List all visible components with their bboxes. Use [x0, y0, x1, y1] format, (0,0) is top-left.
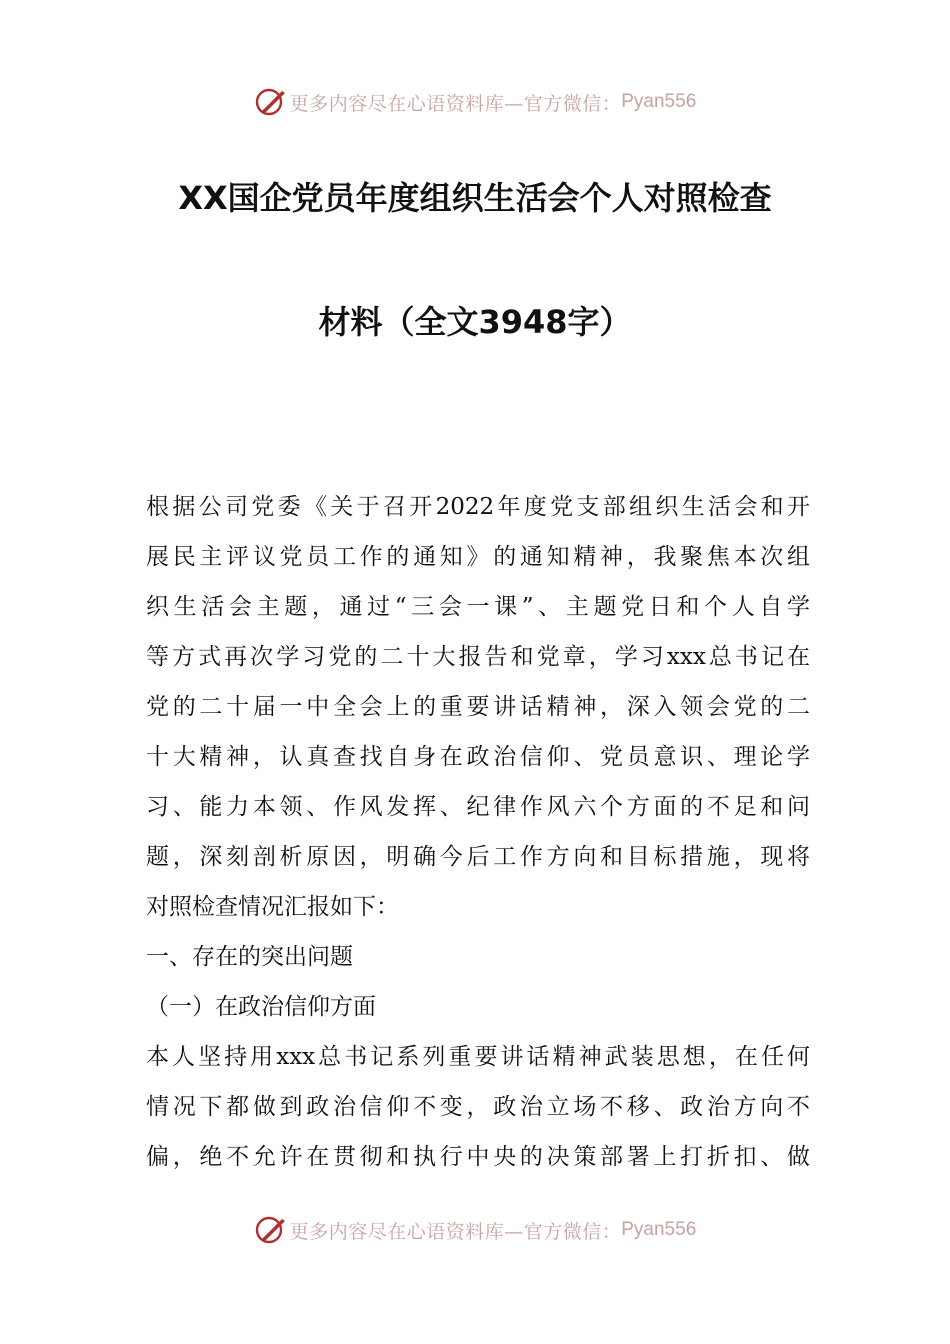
body-line: 根据公司党委《关于召开2022年度党支部组织生活会和开: [146, 494, 810, 520]
document-title-line-2: 材料（全文3948字）: [318, 303, 632, 341]
body-line: 题，深刻剖析原因，明确今后工作方向和目标措施，现将: [146, 844, 810, 870]
watermark-text: 更多内容尽在心语资料库—官方微信：: [289, 92, 622, 115]
watermark-text: 更多内容尽在心语资料库—官方微信：: [289, 1220, 622, 1243]
subsection-heading: （一）在政治信仰方面: [146, 994, 376, 1020]
body-line: 偏，绝不允许在贯彻和执行中央的决策部署上打折扣、做: [146, 1144, 810, 1170]
body-line: 十大精神，认真查找自身在政治信仰、党员意识、理论学: [146, 744, 810, 770]
watermark-wechat-id: Pyan556: [621, 91, 697, 112]
body-line: 织生活会主题，通过“三会一课”、主题党日和个人自学: [146, 594, 810, 620]
watermark-wechat-id: Pyan556: [621, 1219, 697, 1240]
body-line: 展民主评议党员工作的通知》的通知精神，我聚焦本次组: [146, 544, 810, 570]
body-line: 习、能力本领、作风发挥、纪律作风六个方面的不足和问: [146, 794, 810, 820]
body-line: 本人坚持用xxx总书记系列重要讲话精神武装思想，在任何: [146, 1044, 810, 1070]
watermark-banner-top: [0, 82, 950, 122]
document-title-line-1: XX国企党员年度组织生活会个人对照检查: [178, 179, 772, 217]
document-body: [146, 482, 810, 1182]
quill-logo-icon: [254, 85, 288, 119]
watermark-banner-bottom: [0, 1210, 950, 1250]
body-line: 情况下都做到政治信仰不变，政治立场不移、政治方向不: [146, 1094, 810, 1120]
body-line: 对照检查情况汇报如下：: [146, 894, 399, 920]
body-line: 党的二十届一中全会上的重要讲话精神，深入领会党的二: [146, 694, 810, 720]
quill-logo-icon: [254, 1213, 288, 1247]
body-line: 等方式再次学习党的二十大报告和党章，学习xxx总书记在: [146, 644, 810, 670]
section-heading: 一、存在的突出问题: [146, 944, 353, 970]
